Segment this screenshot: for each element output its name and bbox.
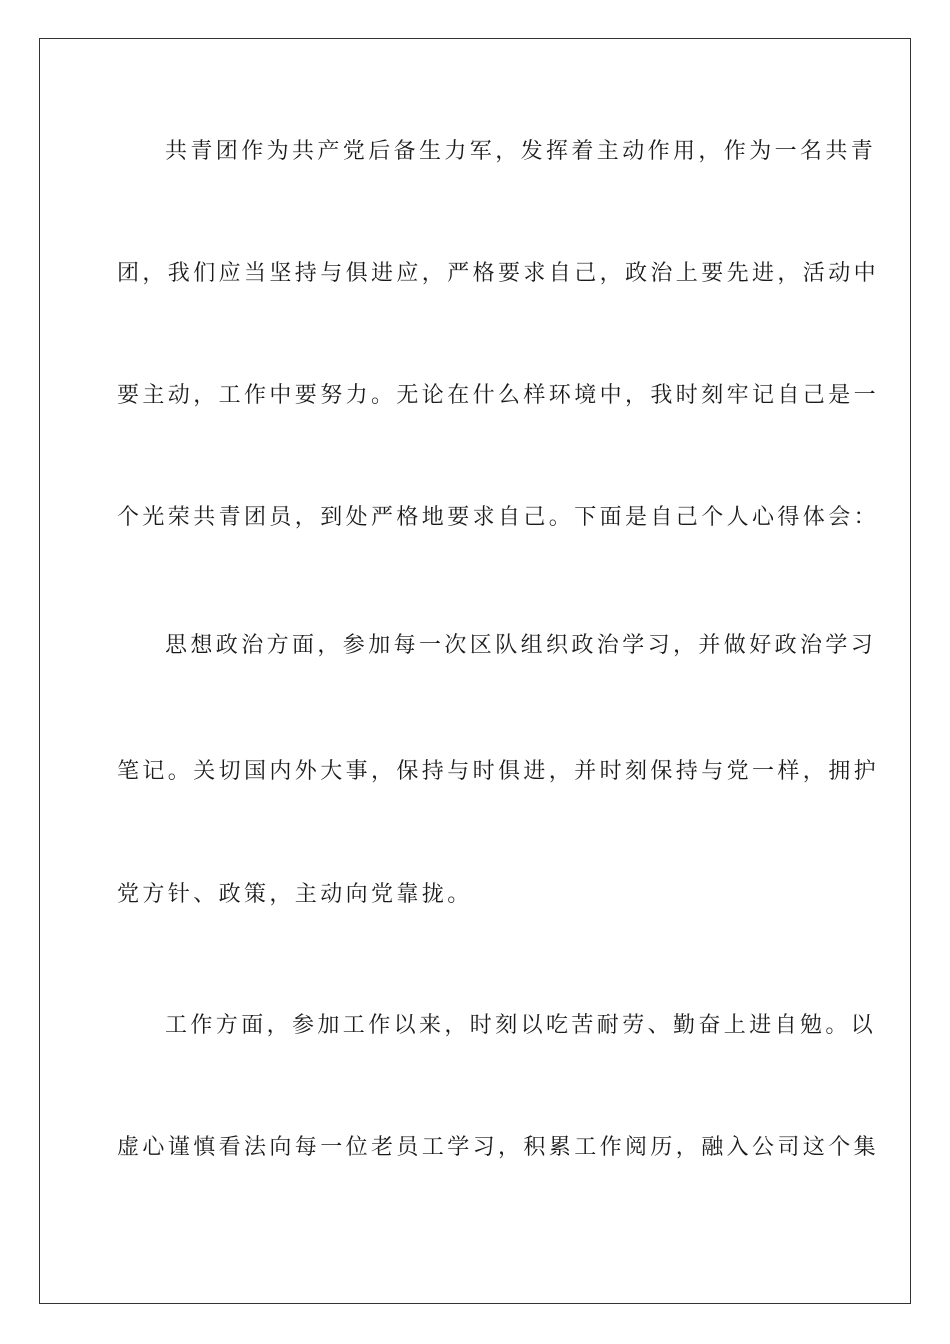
paragraph-1-line-1: 共青团作为共产党后备生力军，发挥着主动作用，作为一名共青 (165, 139, 877, 164)
paragraph-1-line-2: 团，我们应当坚持与俱进应，严格要求自己，政治上要先进，活动中 (117, 261, 880, 286)
paragraph-2-line-2: 笔记。关切国内外大事，保持与时俱进，并时刻保持与党一样，拥护 (117, 759, 880, 784)
paragraph-3-line-1: 工作方面，参加工作以来，时刻以吃苦耐劳、勤奋上进自勉。以 (165, 1013, 877, 1038)
paragraph-3-line-2: 虚心谨慎看法向每一位老员工学习，积累工作阅历，融入公司这个集 (117, 1135, 880, 1160)
page-border (39, 38, 911, 1304)
paragraph-1-line-3: 要主动，工作中要努力。无论在什么样环境中，我时刻牢记自己是一 (117, 383, 880, 408)
paragraph-2-line-1: 思想政治方面，参加每一次区队组织政治学习，并做好政治学习 (165, 633, 877, 658)
paragraph-1-line-4: 个光荣共青团员，到处严格地要求自己。下面是自己个人心得体会： (117, 505, 880, 530)
paragraph-2-line-3: 党方针、政策，主动向党靠拢。 (117, 882, 473, 907)
